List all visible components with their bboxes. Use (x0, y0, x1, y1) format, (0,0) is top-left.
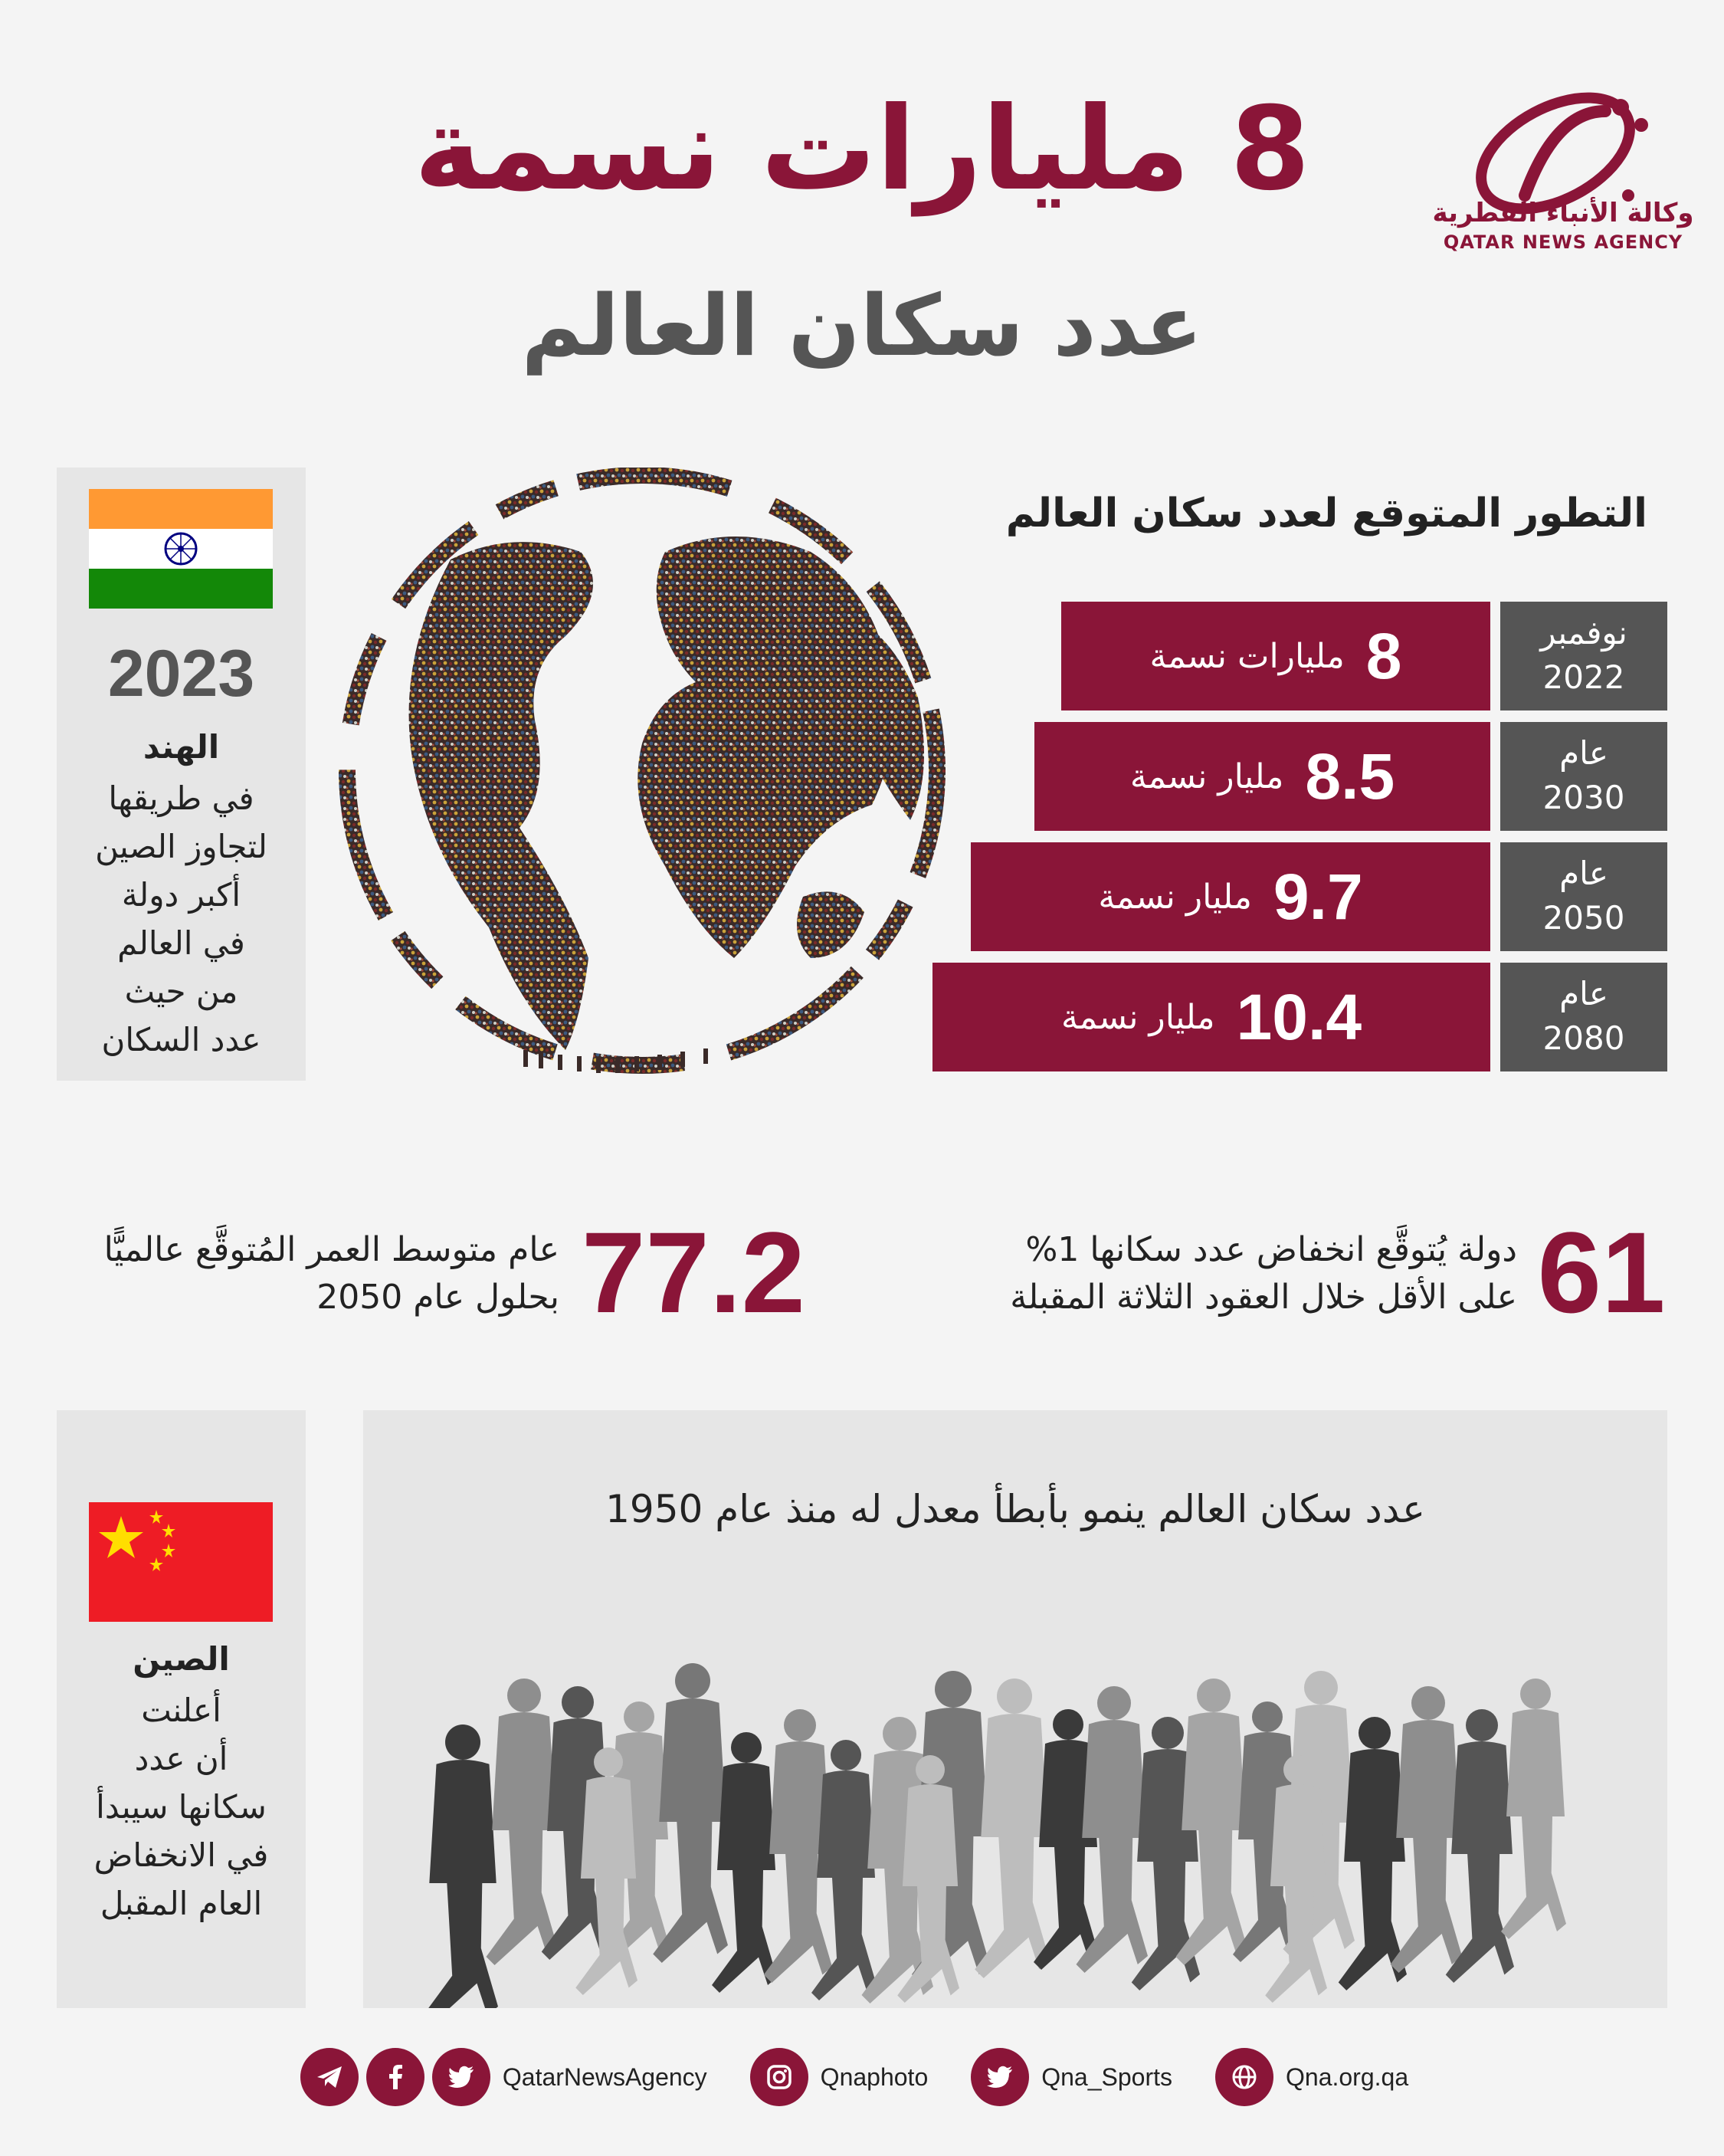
china-desc-line: أن عدد (134, 1740, 228, 1777)
period-line: 2080 (1542, 1019, 1625, 1057)
china-desc-line: العام المقبل (100, 1885, 263, 1922)
india-panel (57, 468, 306, 1081)
projection-unit: مليارات نسمة (1149, 636, 1345, 676)
projection-value: 8.5 (1305, 740, 1395, 812)
period-line: عام (1559, 855, 1608, 892)
projection-bar (1061, 602, 1490, 710)
life-expectancy-text (31, 1226, 559, 1321)
social-group-qna-sports[interactable] (971, 2048, 1188, 2106)
projection-value: 10.4 (1236, 980, 1362, 1053)
period-line: 2022 (1542, 658, 1625, 696)
projection-bar (1034, 722, 1490, 831)
social-group-website[interactable] (1215, 2048, 1424, 2106)
stat-line: عام متوسط العمر المُتوقَّع عالميًّا (103, 1230, 559, 1269)
india-desc-line: من حيث (124, 973, 238, 1010)
instagram-icon[interactable] (750, 2048, 808, 2106)
period-line: عام (1559, 975, 1608, 1012)
period-line: نوفمبر (1540, 614, 1627, 651)
globe-icon[interactable] (1215, 2048, 1273, 2106)
social-label[interactable]: Qna.org.qa (1286, 2062, 1409, 2091)
projection-period (1500, 842, 1667, 951)
social-label[interactable]: Qnaphoto (820, 2062, 929, 2091)
life-expectancy-number: 77.2 (582, 1208, 805, 1337)
india-desc-line: في العالم (117, 924, 245, 962)
china-desc-line: في الانخفاض (93, 1836, 269, 1874)
social-footer (0, 2039, 1724, 2115)
india-description (57, 774, 306, 1064)
countries-stat-number: 61 (1537, 1208, 1666, 1337)
period-line: 2050 (1542, 899, 1625, 937)
india-desc-line: أكبر دولة (121, 876, 241, 914)
china-panel (57, 1410, 306, 2008)
stat-line: على الأقل خلال العقود الثلاثة المقبلة (1010, 1278, 1517, 1317)
social-label[interactable]: Qna_Sports (1041, 2062, 1172, 2091)
countries-stat-text (881, 1226, 1517, 1321)
projection-unit: مليار نسمة (1060, 997, 1215, 1037)
social-group-qnaphoto[interactable] (750, 2048, 944, 2106)
people-globe-icon (336, 468, 949, 1081)
projection-title: التطور المتوقع لعدد سكان العالم (1005, 491, 1647, 537)
india-name: الهند (143, 728, 220, 766)
growth-text: عدد سكان العالم ينمو بأبطأ معدل له منذ عام 1950 (605, 1487, 1425, 1531)
india-desc-line: عدد السكان (101, 1021, 261, 1058)
growth-panel (363, 1410, 1667, 2008)
china-desc-line: سكانها سيبدأ (96, 1788, 267, 1826)
stat-line: دولة يُتوقَّع انخفاض عدد سكانها 1% (1025, 1230, 1517, 1269)
logo-name-english: QATAR NEWS AGENCY (1443, 231, 1683, 253)
social-group-qatarnewsagency[interactable] (300, 2048, 723, 2106)
projection-unit: مليار نسمة (1129, 756, 1284, 796)
period-line: 2030 (1542, 779, 1625, 816)
projection-unit: مليار نسمة (1098, 877, 1252, 917)
walking-crowd-icon (417, 1633, 1612, 2008)
projection-bar (971, 842, 1490, 951)
projection-period (1500, 602, 1667, 710)
twitter-icon[interactable] (971, 2048, 1029, 2106)
projection-period (1500, 722, 1667, 831)
period-line: عام (1559, 734, 1608, 772)
projection-value: 9.7 (1273, 860, 1363, 933)
china-description (57, 1686, 306, 1928)
page-title: 8 مليارات نسمة (414, 83, 1310, 216)
india-desc-line: في طريقها (108, 779, 254, 817)
china-desc-line: أعلنت (141, 1692, 221, 1729)
projection-bar (932, 963, 1490, 1071)
stat-line: بحلول عام 2050 (316, 1278, 559, 1317)
page-subtitle: عدد سكان العالم (521, 277, 1203, 375)
china-flag-icon (89, 1502, 273, 1622)
projection-period (1500, 963, 1667, 1071)
logo-name-arabic: وكالة الأنباء القطرية (1432, 198, 1694, 228)
projection-value: 8 (1365, 619, 1402, 692)
india-desc-line: لتجاوز الصين (95, 828, 267, 865)
india-year: 2023 (107, 637, 255, 710)
twitter-icon[interactable] (432, 2048, 490, 2106)
facebook-icon[interactable] (366, 2048, 424, 2106)
india-flag-icon (89, 489, 273, 609)
telegram-icon[interactable] (300, 2048, 359, 2106)
social-label[interactable]: QatarNewsAgency (502, 2062, 707, 2091)
china-name: الصين (133, 1640, 230, 1678)
